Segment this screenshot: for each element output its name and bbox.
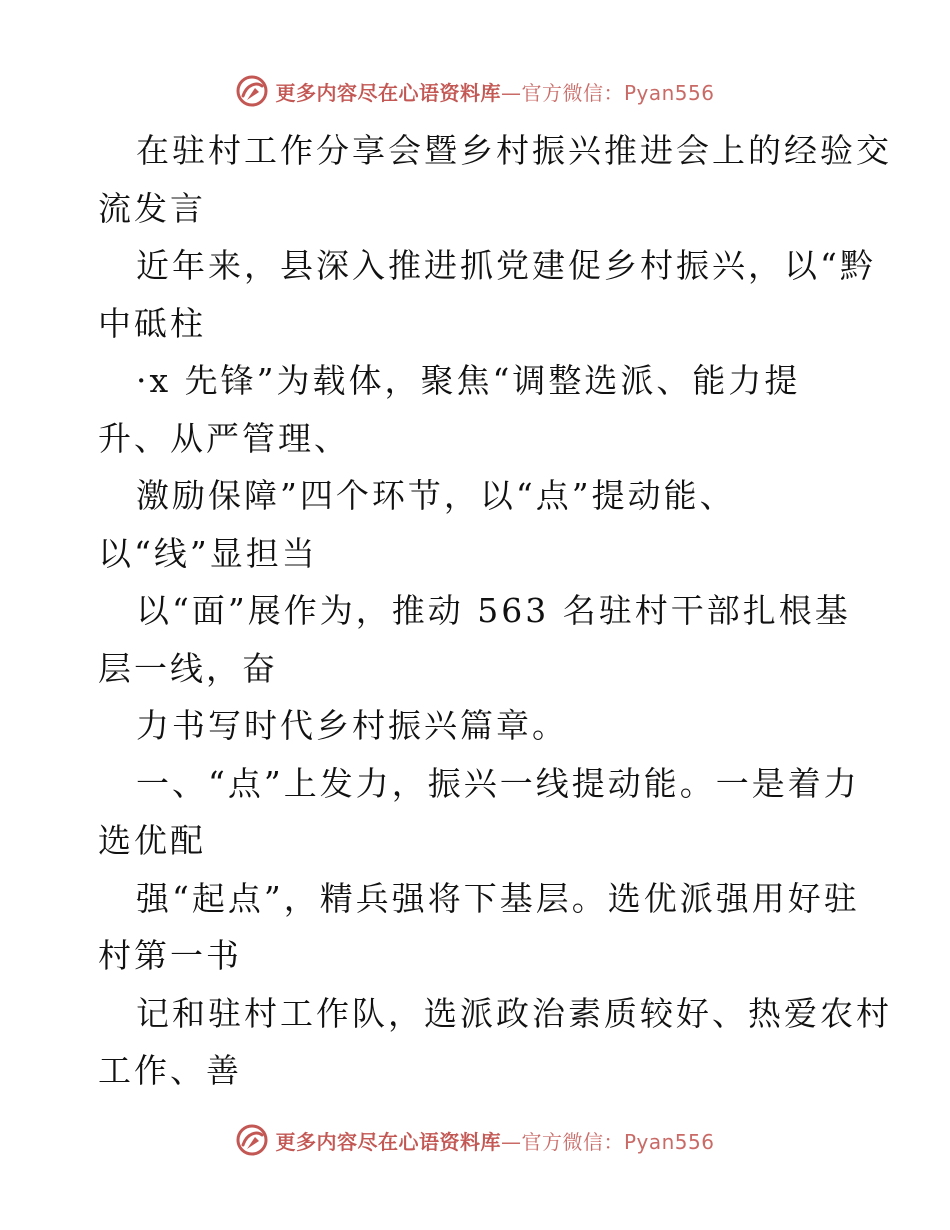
doc-line: 近年来，县深入推进抓党建促乡村振兴，以“黔 <box>136 246 876 285</box>
watermark-main-text: 更多内容尽在心语资料库 <box>275 80 501 105</box>
watermark-sub-text: 官方微信：Pyan556 <box>521 80 715 105</box>
doc-line: 一、“点”上发力，振兴一线提动能。一是着力 <box>136 763 860 803</box>
doc-line: 工作、善 <box>98 1051 242 1090</box>
doc-line: 在驻村工作分享会暨乡村振兴推进会上的经验交 <box>136 131 892 170</box>
header-watermark-banner <box>0 71 950 111</box>
watermark-dash: — <box>500 80 522 105</box>
red-swirl-logo-icon <box>235 74 269 108</box>
doc-line: 记和驻村工作队，选派政治素质较好、热爱农村 <box>136 993 892 1033</box>
doc-line: 以“线”显担当 <box>98 533 318 573</box>
doc-line: 中砥柱 <box>98 303 206 343</box>
doc-line: 流发言 <box>98 188 206 228</box>
doc-line: 选优配 <box>98 821 206 860</box>
doc-line: 升、从严管理、 <box>98 418 350 458</box>
watermark-text <box>275 77 714 106</box>
footer-watermark-banner <box>0 1120 950 1160</box>
red-swirl-logo-icon <box>235 1123 269 1157</box>
doc-line: 激励保障”四个环节，以“点”提动能、 <box>136 476 736 515</box>
doc-line: ·x 先锋”为载体，聚焦“调整选派、能力提 <box>136 361 801 400</box>
doc-line: 村第一书 <box>98 936 242 975</box>
doc-line: 层一线，奋 <box>98 648 278 688</box>
watermark-dash: — <box>500 1129 522 1154</box>
watermark-main-text: 更多内容尽在心语资料库 <box>275 1129 501 1154</box>
doc-line: 力书写时代乡村振兴篇章。 <box>136 706 568 745</box>
watermark-text <box>275 1126 714 1155</box>
doc-line: 以“面”展作为，推动 563 名驻村干部扎根基 <box>136 591 851 630</box>
watermark-sub-text: 官方微信：Pyan556 <box>521 1129 715 1154</box>
doc-line: 强“起点”，精兵强将下基层。选优派强用好驻 <box>136 878 860 918</box>
document-body <box>98 122 892 1100</box>
